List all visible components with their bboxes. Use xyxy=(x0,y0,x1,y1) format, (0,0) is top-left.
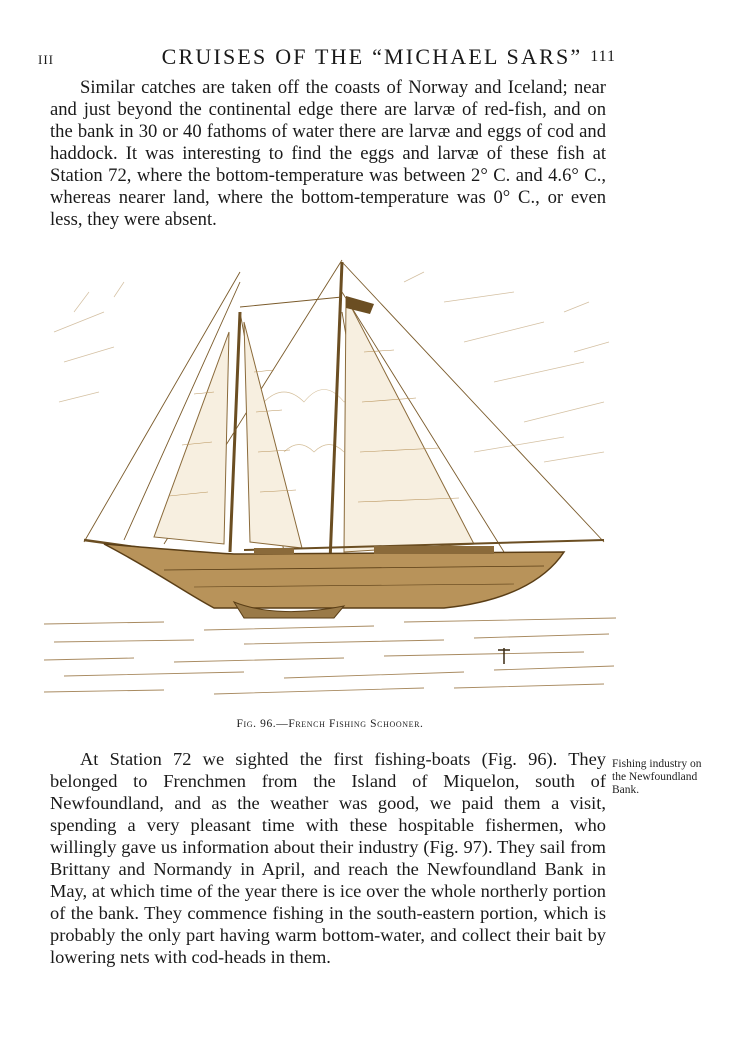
paragraph-2 xyxy=(50,748,606,968)
header-title: CRUISES OF THE “MICHAEL SARS” xyxy=(161,44,583,69)
figure-schooner-illustration xyxy=(44,252,616,712)
paragraph-1-text: Similar catches are taken off the coasts of Norway and Iceland; near and just beyond the continental edge there are larvæ of red-fish, and on the bank in 30 or 40 fathoms of water there are larvæ and eggs of cod and haddock. It was interesting to find the eggs and larvæ of these fish at Station 72, where the bottom-temperature was between 2° C. and 4.6° C., whereas nearer land, where the bottom-temperature was 0° C., or even less, they were absent. xyxy=(50,77,606,230)
paragraph-2-text: At Station 72 we sighted the first fishing-boats (Fig. 96). They belonged to Frenchmen from the Island of Miquelon, south of Newfoundland, and as the weather was good, we paid them a visit, spending a very pleasant time with these hospitable fishermen, who willingly gave us information about their industry (Fig. 97). They sail from Brittany and Normandy in April, and reach the Newfoundland Bank in May, at which time of the year there is ice over the whole northerly portion of the bank. They commence fishing in the south-eastern portion, which is probably the only part having warm bottom-water, and collect their bait by lowering nets with cod-heads in them. xyxy=(50,749,606,967)
figure-caption: Fig. 96.—French Fishing Schooner. xyxy=(236,718,424,730)
schooner-drawing xyxy=(44,252,616,712)
paragraph-1 xyxy=(50,77,606,231)
margin-note: Fishing industry on the Newfoundland Bank. xyxy=(612,758,702,796)
header-left-number: III xyxy=(38,52,54,67)
running-header xyxy=(0,44,744,74)
page-number: 111 xyxy=(590,48,616,65)
